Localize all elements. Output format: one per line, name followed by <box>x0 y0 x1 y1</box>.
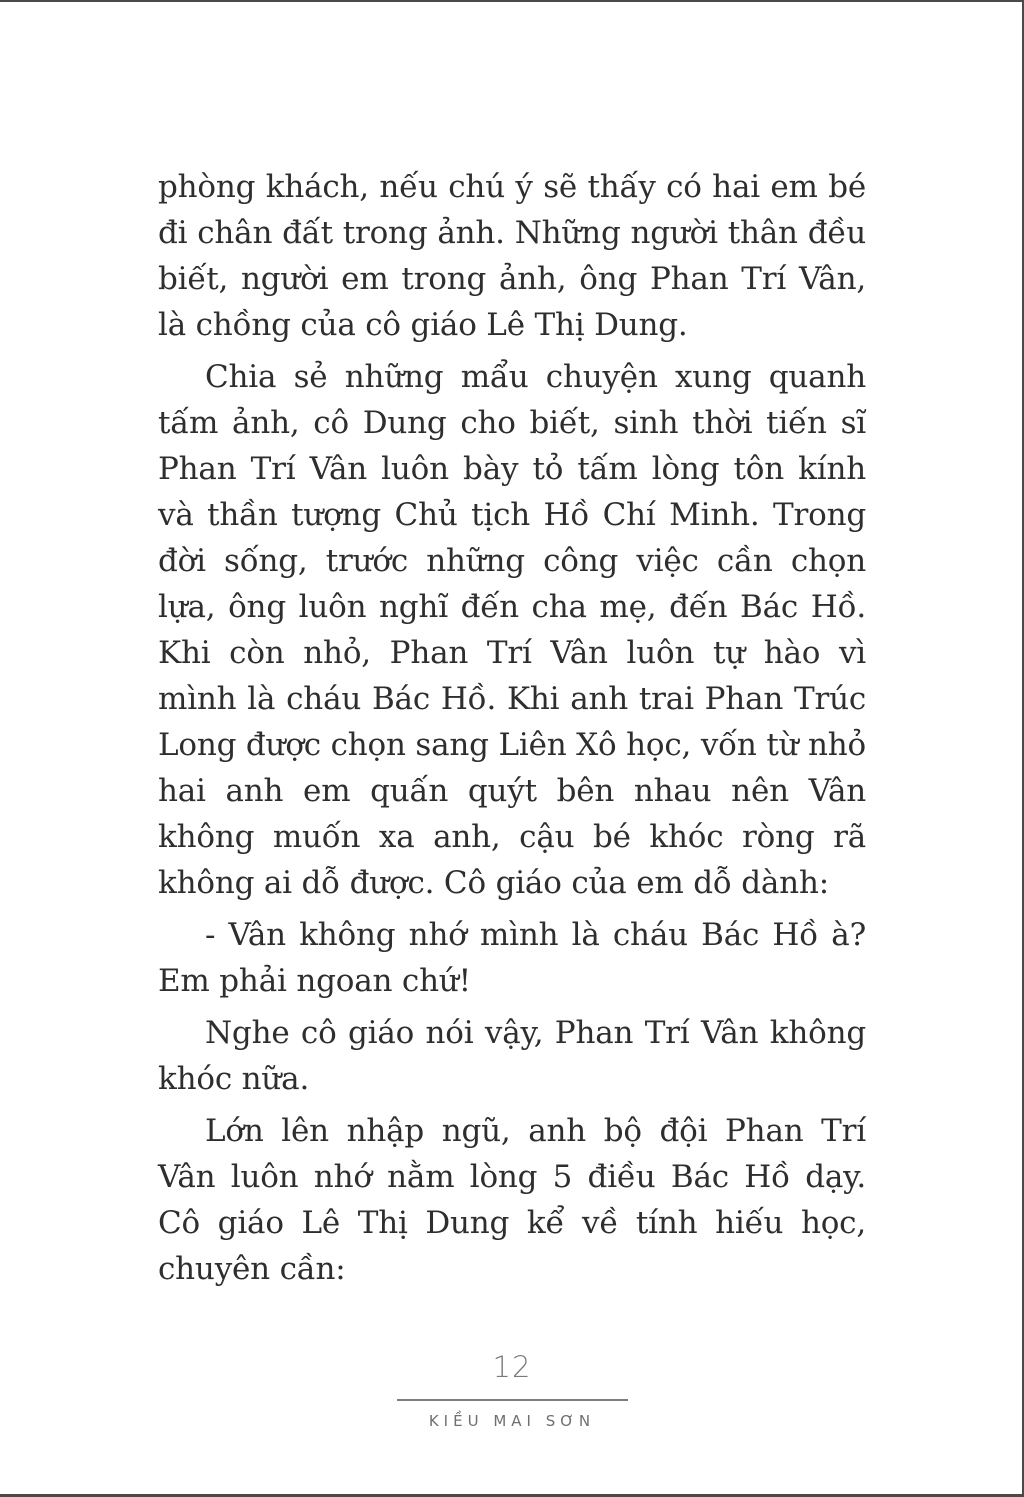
running-footer-author: KIỀU MAI SƠN <box>428 1412 596 1430</box>
page-number: 12 <box>492 1350 532 1384</box>
footer-divider <box>397 1399 628 1401</box>
paragraph-5: Lớn lên nhập ngũ, anh bộ đội Phan Trí Vân luôn nhớ nằm lòng 5 điều Bác Hồ dạy. Cô giáo Lê Thị Dung kể về tính hiếu học, chuyên cần: <box>158 1113 866 1287</box>
paragraph-1: phòng khách, nếu chú ý sẽ thấy có hai em bé đi chân đất trong ảnh. Những người thân đều biết, người em trong ảnh, ông Phan Trí Vân, là chồng của cô giáo Lê Thị Dung. <box>158 169 866 343</box>
body-text <box>158 164 866 1298</box>
paragraph-3-dialogue: - Vân không nhớ mình là cháu Bác Hồ à? Em phải ngoan chứ! <box>158 917 866 999</box>
paragraph-4: Nghe cô giáo nói vậy, Phan Trí Vân không khóc nữa. <box>158 1015 866 1097</box>
paragraph-2: Chia sẻ những mẩu chuyện xung quanh tấm ảnh, cô Dung cho biết, sinh thời tiến sĩ Phan Trí Vân luôn bày tỏ tấm lòng tôn kính và thần tượng Chủ tịch Hồ Chí Minh. Trong đời sống, trước những công việc cần chọn lựa, ông luôn nghĩ đến cha mẹ, đến Bác Hồ. Khi còn nhỏ, Phan Trí Vân luôn tự hào vì mình là cháu Bác Hồ. Khi anh trai Phan Trúc Long được chọn sang Liên Xô học, vốn từ nhỏ hai anh em quấn quýt bên nhau nên Vân không muốn xa anh, cậu bé khóc ròng rã không ai dỗ được. Cô giáo của em dỗ dành: <box>158 359 866 901</box>
